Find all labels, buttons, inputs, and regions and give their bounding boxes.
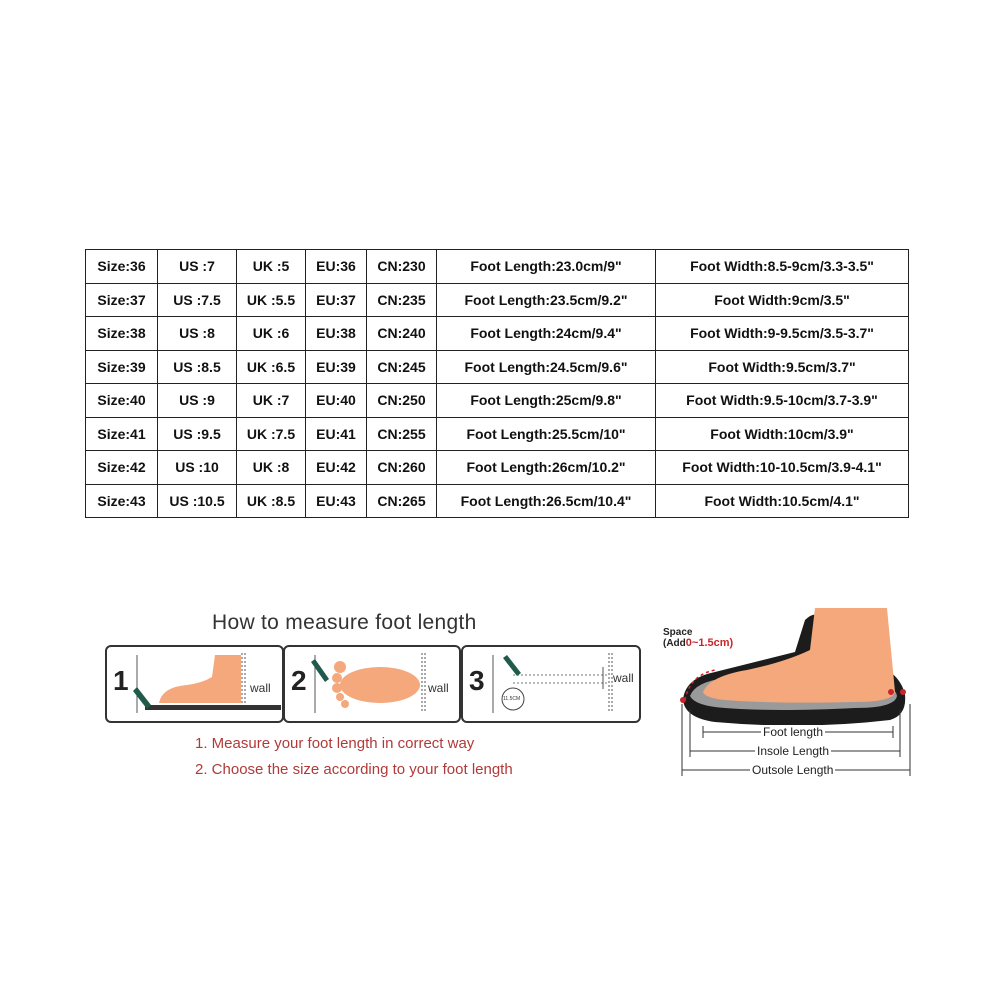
- size-cell: Size:40: [86, 384, 158, 418]
- size-cell: CN:245: [367, 350, 437, 384]
- size-cell: Size:39: [86, 350, 158, 384]
- howto-title: How to measure foot length: [212, 611, 477, 634]
- size-cell: Foot Width:10cm/3.9": [656, 417, 909, 451]
- size-cell: US :8: [158, 317, 237, 351]
- size-cell: UK :8: [237, 451, 306, 485]
- size-cell: UK :8.5: [237, 484, 306, 518]
- size-cell: US :7: [158, 250, 237, 284]
- size-cell: EU:36: [306, 250, 367, 284]
- insole-length-label: Insole Length: [757, 744, 830, 758]
- size-cell: Foot Length:23.0cm/9": [437, 250, 656, 284]
- instruction-1: 1. Measure your foot length in correct way: [195, 735, 475, 752]
- size-cell: EU:37: [306, 283, 367, 317]
- size-cell: Foot Width:9-9.5cm/3.5-3.7": [656, 317, 909, 351]
- size-row: [86, 451, 909, 485]
- step-2-panel: [283, 645, 461, 723]
- size-cell: CN:255: [367, 417, 437, 451]
- size-cell: UK :7: [237, 384, 306, 418]
- size-cell: Foot Width:9.5cm/3.7": [656, 350, 909, 384]
- size-row: [86, 283, 909, 317]
- size-cell: UK :7.5: [237, 417, 306, 451]
- size-row: [86, 317, 909, 351]
- step-2-wall-label: wall: [428, 681, 449, 695]
- space-title: Space: [663, 627, 693, 638]
- size-cell: US :9: [158, 384, 237, 418]
- size-cell: Foot Length:25cm/9.8": [437, 384, 656, 418]
- size-cell: CN:265: [367, 484, 437, 518]
- foot-length-label: Foot length: [763, 725, 824, 739]
- step-1-number: 1: [113, 665, 129, 696]
- size-cell: Size:41: [86, 417, 158, 451]
- size-row: [86, 350, 909, 384]
- size-cell: Foot Length:25.5cm/10": [437, 417, 656, 451]
- size-cell: UK :5.5: [237, 283, 306, 317]
- size-cell: Foot Length:23.5cm/9.2": [437, 283, 656, 317]
- size-cell: EU:42: [306, 451, 367, 485]
- size-chart-table: [85, 249, 909, 518]
- size-cell: Foot Width:9cm/3.5": [656, 283, 909, 317]
- size-cell: EU:39: [306, 350, 367, 384]
- space-label: [663, 628, 733, 649]
- space-range: 0~1.5cm): [685, 637, 734, 649]
- size-cell: UK :6: [237, 317, 306, 351]
- step-2-number: 2: [291, 665, 307, 696]
- size-cell: Size:42: [86, 451, 158, 485]
- size-cell: UK :5: [237, 250, 306, 284]
- size-cell: Foot Length:26cm/10.2": [437, 451, 656, 485]
- size-cell: Size:43: [86, 484, 158, 518]
- size-cell: Foot Length:26.5cm/10.4": [437, 484, 656, 518]
- size-cell: EU:40: [306, 384, 367, 418]
- size-cell: Size:37: [86, 283, 158, 317]
- size-cell: Size:38: [86, 317, 158, 351]
- size-cell: UK :6.5: [237, 350, 306, 384]
- size-cell: Foot Width:10.5cm/4.1": [656, 484, 909, 518]
- size-cell: CN:240: [367, 317, 437, 351]
- size-cell: Foot Width:9.5-10cm/3.7-3.9": [656, 384, 909, 418]
- outsole-length-label: Outsole Length: [752, 763, 834, 777]
- step-3-wall-label: wall: [613, 671, 634, 685]
- size-row: [86, 384, 909, 418]
- size-cell: US :10.5: [158, 484, 237, 518]
- size-row: [86, 250, 909, 284]
- size-row: [86, 417, 909, 451]
- size-cell: EU:41: [306, 417, 367, 451]
- ruler-mark-label: 11.5CM: [503, 696, 521, 702]
- size-cell: CN:250: [367, 384, 437, 418]
- size-cell: Foot Width:10-10.5cm/3.9-4.1": [656, 451, 909, 485]
- size-cell: CN:230: [367, 250, 437, 284]
- step-3-panel: [461, 645, 641, 723]
- size-cell: Size:36: [86, 250, 158, 284]
- size-cell: Foot Width:8.5-9cm/3.3-3.5": [656, 250, 909, 284]
- size-cell: US :10: [158, 451, 237, 485]
- step-1-wall-label: wall: [250, 681, 271, 695]
- size-cell: CN:235: [367, 283, 437, 317]
- size-cell: CN:260: [367, 451, 437, 485]
- size-cell: US :7.5: [158, 283, 237, 317]
- size-cell: US :9.5: [158, 417, 237, 451]
- size-cell: Foot Length:24cm/9.4": [437, 317, 656, 351]
- size-cell: EU:43: [306, 484, 367, 518]
- size-cell: Foot Length:24.5cm/9.6": [437, 350, 656, 384]
- size-row: [86, 484, 909, 518]
- step-3-number: 3: [469, 665, 485, 696]
- instruction-2: 2. Choose the size according to your foot length: [195, 761, 513, 778]
- space-prefix: (Add: [663, 638, 686, 649]
- step-1-panel: [105, 645, 284, 723]
- size-cell: US :8.5: [158, 350, 237, 384]
- size-cell: EU:38: [306, 317, 367, 351]
